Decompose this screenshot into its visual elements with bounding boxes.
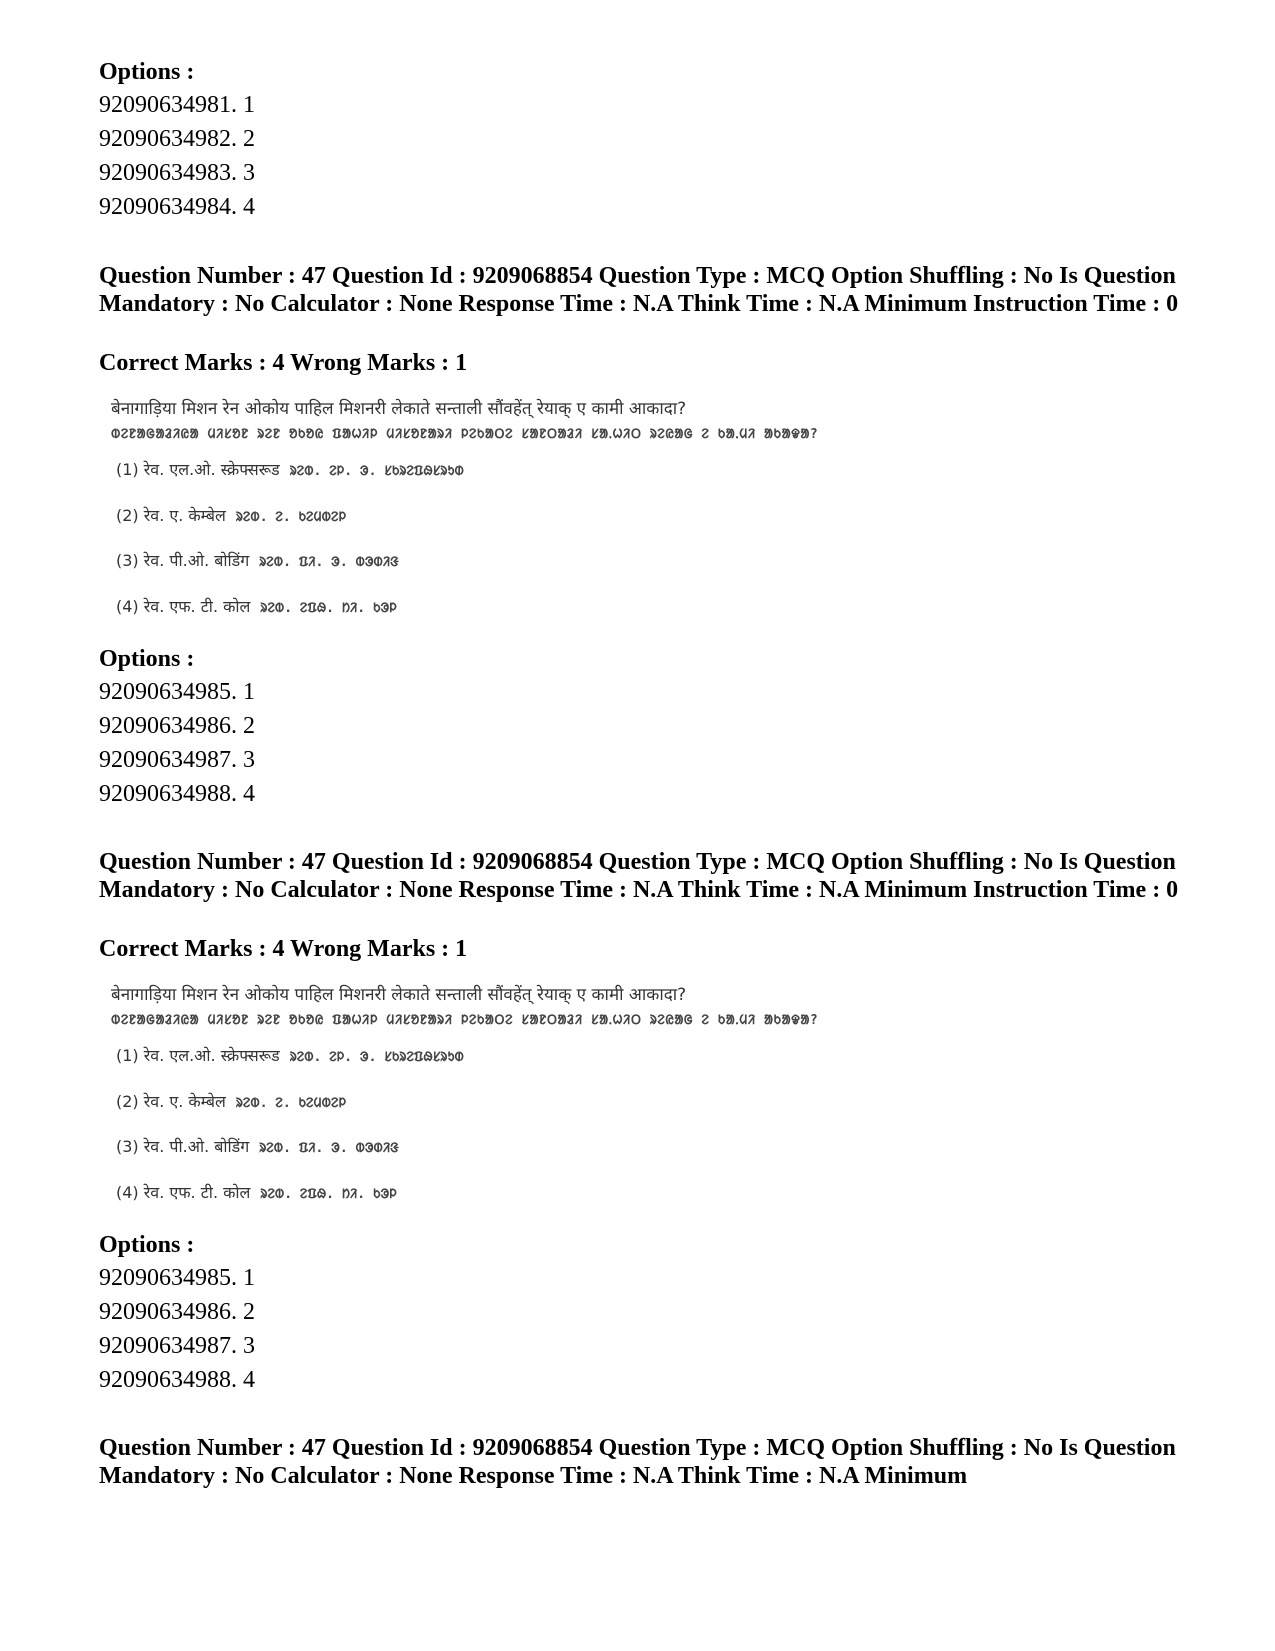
options-title: Options : [99,646,195,672]
question-choice: (4) रेव. एफ. टी. कोल ᱨᱮᱵ. ᱮᱯᱷ. ᱴᱤ. ᱠᱳᱞ [116,597,397,616]
option-line: 92090634988. 4 [99,781,255,807]
option-line: 92090634981. 1 [99,92,255,118]
question-choice: (1) रेव. एल.ओ. स्क्रेफ्सरूड ᱨᱮᱵ. ᱮᱞ. ᱳ. ᱥᱠᱨᱮᱯᱷᱥᱨᱩᱰ [116,1046,464,1065]
option-line: 92090634985. 1 [99,679,255,705]
option-line: 92090634988. 4 [99,1367,255,1393]
option-line: 92090634982. 2 [99,126,255,152]
question-choice: (3) रेव. पी.ओ. बोडिंग ᱨᱮᱵ. ᱯᱤ. ᱳ. ᱵᱳᱰᱤᱝ [116,551,399,570]
question-image [99,978,919,1228]
question-choice: (2) रेव. ए. केम्बेल ᱨᱮᱵ. ᱮ. ᱠᱮᱢᱵᱮᱞ [116,1092,347,1111]
options-block-2 [99,643,799,811]
marks-line: Correct Marks : 4 Wrong Marks : 1 [99,350,468,376]
option-line: 92090634985. 1 [99,1265,255,1291]
question-text-olchiki: ᱵᱮᱱᱟᱜᱟᱲᱤᱭᱟ ᱢᱤᱥᱚᱱ ᱨᱮᱱ ᱚᱠᱚᱭ ᱯᱟᱦᱤᱞ ᱢᱤᱥᱚᱱᱟᱨᱤ ᱞᱮᱠᱟᱛᱮ ᱥᱟᱱᱛᱟᱲᱤ ᱥᱟᱹᱦᱤᱛ ᱨᱮᱭᱟᱜ ᱮ ᱠᱟᱹᱢᱤ ᱟᱠᱟᱫᱟ? [111,427,819,442]
question-choice: (3) रेव. पी.ओ. बोडिंग ᱨᱮᱵ. ᱯᱤ. ᱳ. ᱵᱳᱰᱤᱝ [116,1137,399,1156]
options-title: Options : [99,1232,195,1258]
option-line: 92090634987. 3 [99,1333,255,1359]
question-text-olchiki: ᱵᱮᱱᱟᱜᱟᱲᱤᱭᱟ ᱢᱤᱥᱚᱱ ᱨᱮᱱ ᱚᱠᱚᱭ ᱯᱟᱦᱤᱞ ᱢᱤᱥᱚᱱᱟᱨᱤ ᱞᱮᱠᱟᱛᱮ ᱥᱟᱱᱛᱟᱲᱤ ᱥᱟᱹᱦᱤᱛ ᱨᱮᱭᱟᱜ ᱮ ᱠᱟᱹᱢᱤ ᱟᱠᱟᱫᱟ? [111,1013,819,1028]
option-line: 92090634986. 2 [99,1299,255,1325]
question-choice: (1) रेव. एल.ओ. स्क्रेफ्सरूड ᱨᱮᱵ. ᱮᱞ. ᱳ. ᱥᱠᱨᱮᱯᱷᱥᱨᱩᱰ [116,460,464,479]
options-block-1 [99,56,799,224]
question-header: Question Number : 47 Question Id : 9209068854 Question Type : MCQ Option Shuffling : No Is Question Mandatory : No Calculator : None Response Time : N.A Think Time : N.A Minimum Instruction Time : 0 [99,263,1179,317]
question-choice: (2) रेव. ए. केम्बेल ᱨᱮᱵ. ᱮ. ᱠᱮᱢᱵᱮᱞ [116,506,347,525]
option-line: 92090634984. 4 [99,194,255,220]
option-line: 92090634986. 2 [99,713,255,739]
options-title: Options : [99,59,195,85]
question-text-hindi: बेनागाड़िया मिशन रेन ओकोय पाहिल मिशनरी लेकाते सन्ताली सौंवहेंत् रेयाक् ए कामी आकादा? [111,399,687,419]
options-block-3 [99,1229,799,1397]
question-choice: (4) रेव. एफ. टी. कोल ᱨᱮᱵ. ᱮᱯᱷ. ᱴᱤ. ᱠᱳᱞ [116,1183,397,1202]
marks-line: Correct Marks : 4 Wrong Marks : 1 [99,936,468,962]
question-header-partial: Question Number : 47 Question Id : 9209068854 Question Type : MCQ Option Shuffling : No Is Question Mandatory : No Calculator : None Response Time : N.A Think Time : N.A Minimum [99,1435,1176,1489]
option-line: 92090634987. 3 [99,747,255,773]
option-line: 92090634983. 3 [99,160,255,186]
question-text-hindi: बेनागाड़िया मिशन रेन ओकोय पाहिल मिशनरी लेकाते सन्ताली सौंवहेंत् रेयाक् ए कामी आकादा? [111,985,687,1005]
question-image [99,392,919,642]
question-header: Question Number : 47 Question Id : 9209068854 Question Type : MCQ Option Shuffling : No Is Question Mandatory : No Calculator : None Response Time : N.A Think Time : N.A Minimum Instruction Time : 0 [99,849,1179,903]
